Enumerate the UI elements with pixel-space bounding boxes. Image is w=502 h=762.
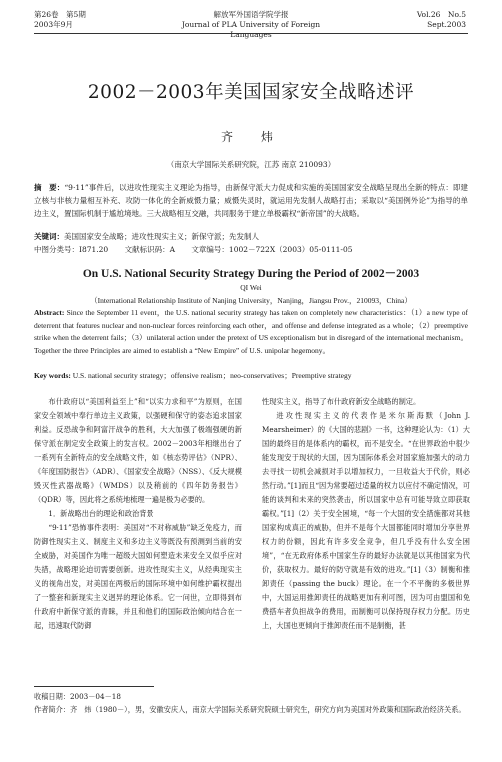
footnote — [34, 690, 468, 716]
header-date-text: 2003年9月 — [34, 20, 73, 29]
page-header — [0, 0, 502, 39]
paper-author: 齐 炜 — [220, 130, 281, 144]
english-title: On U.S. National Security Strategy During the Period of 2002－2003 — [82, 268, 420, 280]
author-bio: 作者简介：齐 炜（1980－），男，安徽安庆人，南京大学国际关系研究院硕士研究生，研究方向为美国对外政策和国际政治经济关系。 — [34, 705, 466, 714]
article-number: 文章编号：1002－722X（2003）05-0111-05 — [191, 245, 353, 254]
header-divider — [34, 33, 468, 34]
body-paragraph: 性现实主义，指导了布什政府新安全战略的制定。 — [262, 397, 421, 406]
abstract-text: “9·11”事件后，以进攻性现实主义理论为指导，由新保守派大力促成和实施的美国国家安全战略呈现出全新的特点：即建立核与非核力量相互补充、攻防一体化的全新威慑力量；威慑失灵时，就运用先发制人战略打击；采取以“美国例外论”为指导的单边主义，置国际机制于尴尬境地。三大战略相互交融，共同服务于建立单极霸权“新帝国”的大战略。 — [34, 183, 468, 218]
keywords-text: 美国国家安全战略；进攻性现实主义；新保守派；先发制人 — [64, 232, 259, 241]
abstract-cn — [34, 181, 468, 220]
body-paragraph: 布什政府以“美国利益至上”和“以实力求和平”为原则，在国家安全领域中奉行单边主义政策，以强硬和保守的姿态追求国家利益。反恐战争和阿富汗战争的胜利，大大加强了极端强硬的新保守派在制定安全政策上的发言权。2002－2003年相继出台了一系列有全新特点的安全战略文件，如《核态势评估》（NPR）、《年度国防报告》（ADR）、《国家安全战略》（NSS）、《反大规模毁灭性武器战略》（WMDS）以及稍前的《四年防务报告》（QDR）等，因此将之系统地梳理一遍是极为必要的。 — [34, 397, 242, 504]
english-author: QI Wei — [240, 283, 262, 292]
header-date-en-text: Sept.2003 — [427, 20, 466, 29]
classification-line — [34, 243, 468, 256]
keywords-en-label: Key words: — [34, 371, 71, 380]
body-paragraph: “9·11”恐怖事件表明：美国对“不对称威胁”缺乏免疫力，而防御性现实主义、制度主义和多边主义等既没有预测到当前的安全威胁，对美国作为唯一超级大国如何塑造未来安全又似乎应对失措，战略理论迫切需要创新。进攻性现实主义，从经典现实主义的视角出发，对美国在两极后的国际环境中如何维护霸权提出了一整套和新现实主义迥异的理论体系。它一问世，立即得到布什政府中新保守派的青睐，并且和他们的国际政治倾向结合在一起，迅速取代防御 — [34, 523, 242, 630]
abstract-en-text: Since the September 11 event，the U.S. national security strategy has taken on completely new characteristics：（1）a new type of deterrent that features nuclear and non-nuclear forces reinforcing each other，and offense and defense integrated as a whole；（2）preemptive strike when the deterrent fails；（3）unilateral action under the pretext of US exceptionalism but in disregard of the international mechanism。Together the three Principles are aimed to establish a “New Empire” of U.S. unipolar hegemony。 — [34, 308, 469, 355]
doc-code: 文献标识码：A — [124, 245, 176, 254]
keywords-en-text: U.S. national security strategy；offensive realism；neo-conservatives；Preemptive strategy — [72, 371, 352, 380]
body-column-right — [262, 395, 470, 633]
header-volume-en-text: Vol.26 No.5 — [416, 10, 466, 19]
header-volume-en — [417, 10, 466, 30]
journal-name-cn: 解放军外国语学院学报 — [213, 10, 289, 19]
english-affiliation: （International Relationship Institute of Nanjing University，Nanjing，Jiangsu Prov.，210093，China） — [90, 296, 412, 305]
body-column-left — [34, 395, 242, 633]
keywords-label: 关键词： — [34, 232, 64, 241]
clc-number: 中图分类号：I871.20 — [34, 245, 109, 254]
keywords-cn — [34, 230, 468, 243]
paper-title: 2002－2003年美国国家安全战略述评 — [87, 82, 415, 103]
body-paragraph: 进攻性现实主义的代表作是米尔斯海默（John J. Mearsheimer）的《大国的悲剧》一书，这种理论认为：（1）大国的最终目的是体系内的霸权，而不是安全。“在世界政治中很少能发现安于现状的大国，因为国际体系会对国家施加强大的动力去寻找一切机会减损对手以增加权力，一旦收益大于代价，则必然行动。”[1]而且“因为常要超过适量的权力以应付不确定情况，可能的谈判和未来的突然袭击，所以国家中总有可能导致立即获取霸权。”[1]（2）关于安全困境，“每一个大国的安全措施都对其他国家构成真正的威胁，但并不是每个大国都能同时增加分享世界权力的份额，因此有许多安全竞争，但几乎没有什么安全困境”，“在无政府体系中国家生存的最好办法就是以其他国家为代价，获取权力。最好的防守就是有效的进攻。”[1]（3）制衡和推卸责任（passing the buck）理论。在一个不平衡的多极世界中，大国运用推卸责任的战略更加有利可图，因为可由盟国和免费搭车者负担战争的费用，而制衡可以保持现存权力分配。历史上，大国也更倾向于推卸责任而不是制衡，甚 — [262, 411, 470, 630]
paper-affiliation: （南京大学国际关系研究院，江苏 南京 210093） — [166, 160, 336, 169]
received-date: 收稿日期：2003－04－18 — [34, 692, 121, 701]
header-volume-cn — [34, 10, 86, 30]
abstract-en — [34, 307, 468, 357]
header-volume-text: 第26卷 第5期 — [34, 10, 86, 19]
abstract-label: 摘 要： — [34, 183, 65, 192]
section-heading: 1．新战略出台的理论和政治背景 — [48, 509, 154, 518]
footnote-divider — [34, 686, 154, 687]
header-journal — [160, 10, 342, 40]
abstract-en-label: Abstract: — [34, 308, 65, 317]
journal-name-en: Journal of PLA University of Foreign Languages — [181, 20, 321, 39]
keywords-en — [34, 370, 468, 382]
